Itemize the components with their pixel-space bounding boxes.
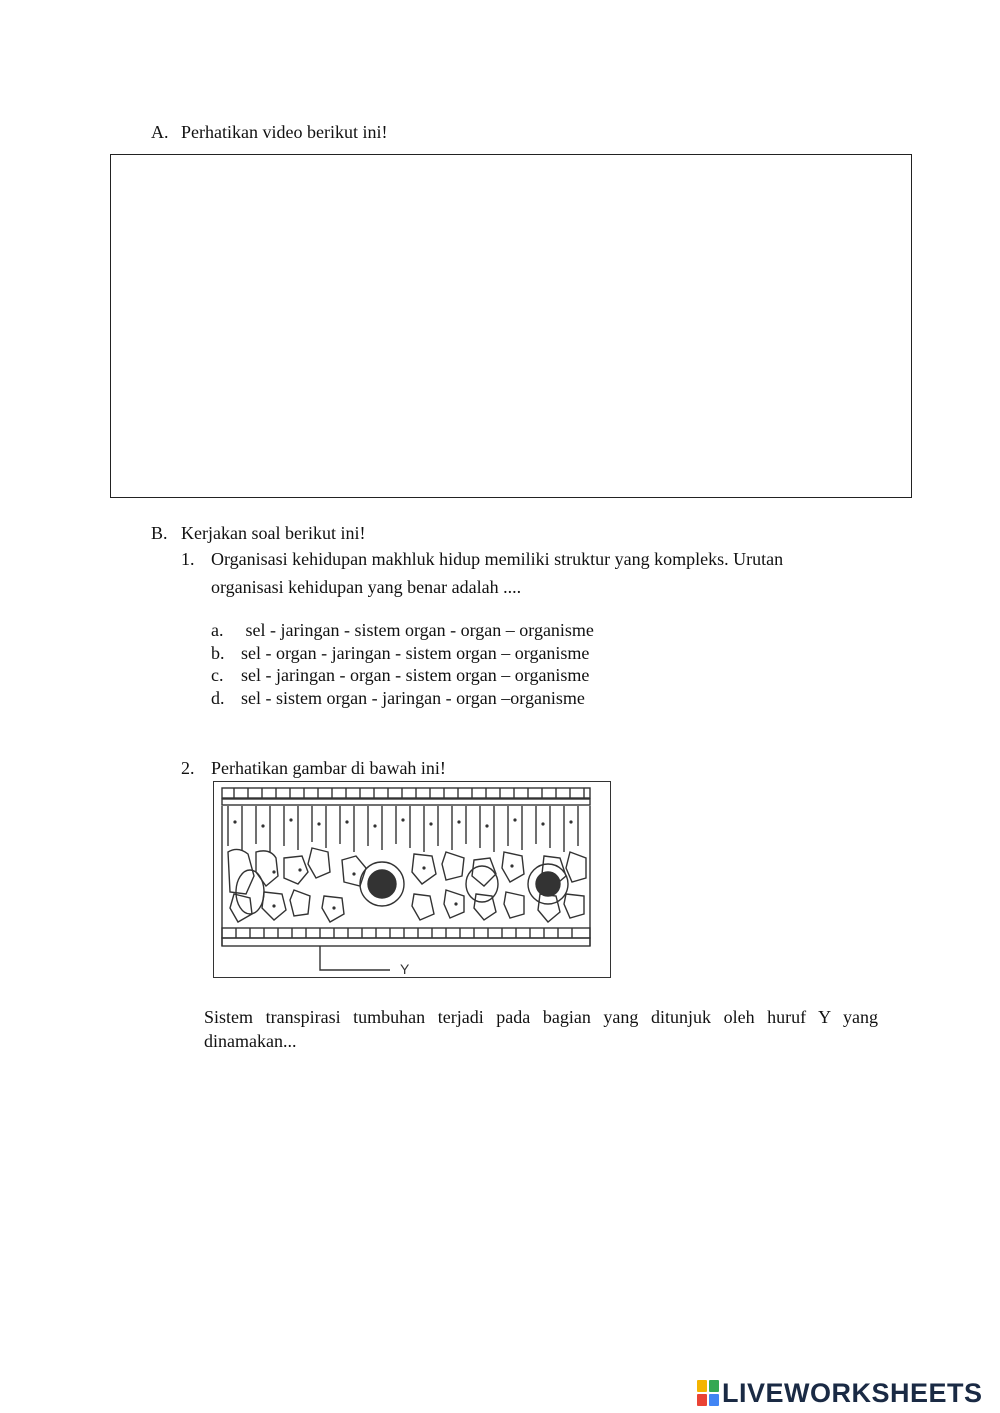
option-b-letter: b. <box>211 643 225 663</box>
section-b-title: Kerjakan soal berikut ini! <box>181 523 366 543</box>
logo-block-green <box>709 1380 719 1392</box>
question-2-title: Perhatikan gambar di bawah ini! <box>211 758 446 778</box>
logo-text: LIVEWORKSHEETS <box>722 1377 983 1408</box>
section-a-title: Perhatikan video berikut ini! <box>181 122 388 142</box>
section-a-label: A. <box>151 122 169 142</box>
option-c-text[interactable]: sel - jaringan - organ - sistem organ – organisme <box>241 665 590 685</box>
question-1-line-1: Organisasi kehidupan makhluk hidup memiliki struktur yang kompleks. Urutan <box>211 549 784 569</box>
option-a-letter: a. <box>211 620 224 640</box>
option-c-letter: c. <box>211 665 224 685</box>
option-b-text[interactable]: sel - organ - jaringan - sistem organ – organisme <box>241 643 590 663</box>
leaf-cross-section-figure <box>213 781 611 978</box>
leaf-cross-section-drawing <box>214 782 610 977</box>
option-a-text[interactable]: sel - jaringan - sistem organ - organ – organisme <box>241 620 594 640</box>
question-1-line-2: organisasi kehidupan yang benar adalah .... <box>211 577 522 597</box>
figure-label-y: Y <box>400 961 410 977</box>
logo-blocks-icon <box>697 1380 719 1406</box>
question-2-text: Sistem transpirasi tumbuhan terjadi pada bagian yang ditunjuk oleh huruf Y yang dinamakan... <box>204 1007 878 1051</box>
logo-block-red <box>697 1394 707 1406</box>
question-2-number: 2. <box>181 758 195 778</box>
option-d-text[interactable]: sel - sistem organ - jaringan - organ –organisme <box>241 688 585 708</box>
logo-block-blue <box>709 1394 719 1406</box>
section-b-label: B. <box>151 523 168 543</box>
video-frame[interactable] <box>110 154 912 498</box>
question-1-number: 1. <box>181 549 195 569</box>
logo-block-yellow <box>697 1380 707 1392</box>
option-d-letter: d. <box>211 688 225 708</box>
liveworksheets-logo[interactable] <box>697 1377 983 1409</box>
